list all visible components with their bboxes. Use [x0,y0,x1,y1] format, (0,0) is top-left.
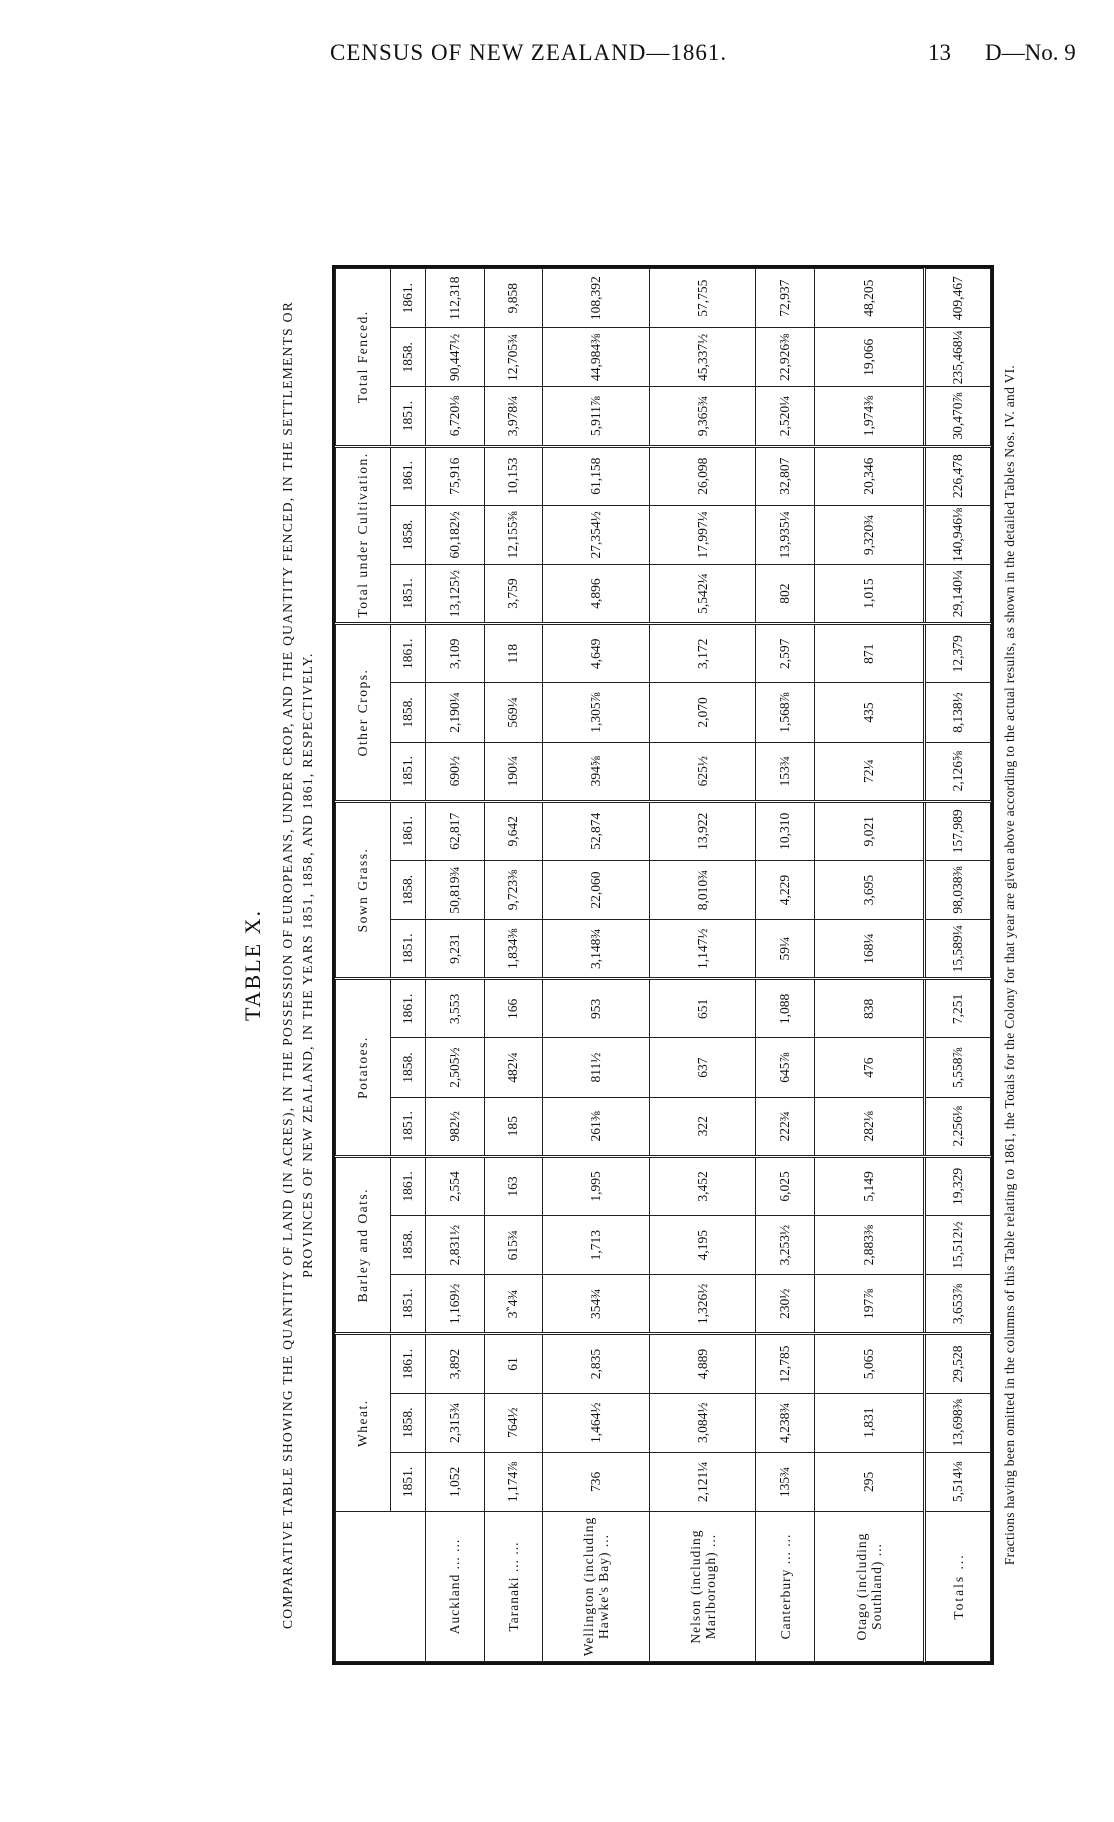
data-cell: 59¼ [756,920,815,979]
data-cell: 637 [649,1038,756,1097]
year-header: 1858. [391,328,426,387]
data-cell: 17,997¼ [649,505,756,564]
group-header-sown-grass: Sown Grass. [336,801,391,979]
data-cell: 9,723⅜ [484,860,543,919]
data-cell: 153¾ [756,742,815,801]
data-cell: 72¼ [814,742,924,801]
data-cell: 112,318 [426,269,485,328]
data-cell: 764½ [484,1393,543,1452]
totals-cell: 29,528 [925,1334,991,1393]
province-name: Otago (including Southland) ... [814,1512,924,1662]
data-cell: 62,817 [426,801,485,860]
data-cell: 3,695 [814,860,924,919]
data-cell: 651 [649,979,756,1038]
totals-cell: 29,140¼ [925,565,991,624]
data-cell: 13,935¼ [756,505,815,564]
province-name: Auckland ... ... [426,1512,485,1662]
totals-cell: 15,512½ [925,1216,991,1275]
data-cell: 282⅛ [814,1097,924,1156]
totals-cell: 5,514⅛ [925,1452,991,1511]
data-cell: 8,010¾ [649,860,756,919]
document-reference: D—No. 9 [985,40,1076,65]
group-header-total-fenced: Total Fenced. [336,269,391,447]
totals-cell: 15,589¼ [925,920,991,979]
province-name: Taranaki ... ... [484,1512,543,1662]
year-header: 1858. [391,1038,426,1097]
data-cell: 6,720⅛ [426,387,485,446]
totals-cell: 3,653⅞ [925,1275,991,1334]
totals-cell: 5,558⅞ [925,1038,991,1097]
data-cell: 2,831½ [426,1216,485,1275]
year-header: 1858. [391,860,426,919]
data-cell: 19,066 [814,328,924,387]
data-cell: 295 [814,1452,924,1511]
data-cell: 9,858 [484,269,543,328]
data-cell: 3,084½ [649,1393,756,1452]
totals-cell: 7,251 [925,979,991,1038]
data-cell: 1,147½ [649,920,756,979]
data-cell: 13,922 [649,801,756,860]
data-cell: 1,568⅞ [756,683,815,742]
year-header: 1851. [391,742,426,801]
data-cell: 108,392 [543,269,650,328]
rotated-table-block [240,265,1060,1665]
table-subtitle: COMPARATIVE TABLE SHOWING THE QUANTITY OF LAND (IN ACRES), IN THE POSSESSION OF EUROPEANS, UNDER CROP, AND THE QUANTITY FENCED, IN THE SETTLEMENTS OR PROVINCES OF NEW ZEALAND, IN THE YEARS 1851, 1858, AND 1861, RESPECTIVELY. [280,300,315,1630]
data-cell: 982½ [426,1097,485,1156]
data-cell: 569¼ [484,683,543,742]
totals-cell: 12,379 [925,624,991,683]
totals-cell: 140,946⅛ [925,505,991,564]
data-cell: 26,098 [649,446,756,505]
data-cell: 476 [814,1038,924,1097]
data-cell: 4,229 [756,860,815,919]
data-cell: 811½ [543,1038,650,1097]
data-cell: 1,834⅜ [484,920,543,979]
data-cell: 27,354½ [543,505,650,564]
data-cell: 2,190¼ [426,683,485,742]
data-cell: 2,505½ [426,1038,485,1097]
table-row [426,269,485,1662]
data-cell: 3,253½ [756,1216,815,1275]
year-header: 1861. [391,446,426,505]
totals-row [925,269,991,1662]
data-cell: 482¼ [484,1038,543,1097]
data-cell: 261⅜ [543,1097,650,1156]
data-cell: 3,759 [484,565,543,624]
year-header: 1851. [391,1097,426,1156]
data-cell: 3,978¼ [484,387,543,446]
year-header-row [391,269,426,1662]
table-frame [332,265,994,1665]
group-header-potatoes: Potatoes. [336,979,391,1157]
data-cell: 3,452 [649,1156,756,1215]
province-name: Nelson (including Marlborough) ... [649,1512,756,1662]
totals-label: Totals ... [925,1512,991,1662]
group-header-row [336,269,391,1662]
group-header-other-crops: Other Crops. [336,624,391,802]
table-title: TABLE X. [240,909,265,1022]
data-cell: 60,182½ [426,505,485,564]
year-header: 1861. [391,624,426,683]
totals-cell: 19,329 [925,1156,991,1215]
year-header: 1861. [391,1156,426,1215]
data-cell: 625½ [649,742,756,801]
data-cell: 3,892 [426,1334,485,1393]
year-header: 1861. [391,269,426,328]
data-cell: 6,025 [756,1156,815,1215]
data-cell: 163 [484,1156,543,1215]
data-cell: 2,597 [756,624,815,683]
province-header-cell [336,1512,426,1662]
data-cell: 10,310 [756,801,815,860]
data-cell: 12,705¾ [484,328,543,387]
data-cell: 2,315¾ [426,1393,485,1452]
year-header: 1851. [391,1452,426,1511]
group-header-barley-oats: Barley and Oats. [336,1156,391,1334]
totals-cell: 235,468¼ [925,328,991,387]
data-cell: 1,174⅞ [484,1452,543,1511]
data-cell: 4,896 [543,565,650,624]
data-cell: 4,195 [649,1216,756,1275]
data-cell: 61 [484,1334,543,1393]
year-header: 1851. [391,1275,426,1334]
data-cell: 190¼ [484,742,543,801]
data-cell: 2,554 [426,1156,485,1215]
year-header: 1858. [391,1393,426,1452]
province-name: Canterbury ... ... [756,1512,815,1662]
totals-cell: 30,470⅞ [925,387,991,446]
year-header: 1861. [391,801,426,860]
data-cell: 185 [484,1097,543,1156]
running-header-title: CENSUS OF NEW ZEALAND—1861. [330,40,728,65]
data-cell: 22,060 [543,860,650,919]
table-row [814,269,924,1662]
data-cell: 802 [756,565,815,624]
census-table [335,268,991,1662]
data-cell: 435 [814,683,924,742]
data-cell: 2,121¼ [649,1452,756,1511]
data-cell: 9,320¾ [814,505,924,564]
data-cell: 3,109 [426,624,485,683]
data-cell: 45,337½ [649,328,756,387]
data-cell: 354¾ [543,1275,650,1334]
data-cell: 394⅝ [543,742,650,801]
year-header: 1861. [391,979,426,1038]
year-header: 1858. [391,683,426,742]
year-header: 1861. [391,1334,426,1393]
data-cell: 5,149 [814,1156,924,1215]
data-cell: 5,542¼ [649,565,756,624]
table-body [426,269,991,1662]
data-cell: 4,649 [543,624,650,683]
data-cell: 22,926⅜ [756,328,815,387]
data-cell: 10,153 [484,446,543,505]
data-cell: 645⅞ [756,1038,815,1097]
table-row [649,269,756,1662]
year-header: 1851. [391,387,426,446]
page-number: 13 [928,40,951,65]
data-cell: 4,889 [649,1334,756,1393]
data-cell: 2,070 [649,683,756,742]
data-cell: 1,015 [814,565,924,624]
data-cell: 736 [543,1452,650,1511]
data-cell: 32,807 [756,446,815,505]
data-cell: 1,326½ [649,1275,756,1334]
data-cell: 9,231 [426,920,485,979]
data-cell: 57,755 [649,269,756,328]
data-cell: 322 [649,1097,756,1156]
data-cell: 5,911⅞ [543,387,650,446]
data-cell: 3,172 [649,624,756,683]
totals-cell: 13,698⅜ [925,1393,991,1452]
data-cell: 61,158 [543,446,650,505]
table-row [756,269,815,1662]
data-cell: 1,713 [543,1216,650,1275]
data-cell: 12,785 [756,1334,815,1393]
data-cell: 953 [543,979,650,1038]
totals-cell: 157,989 [925,801,991,860]
data-cell: 3‶4¾ [484,1275,543,1334]
data-cell: 118 [484,624,543,683]
data-cell: 168¼ [814,920,924,979]
data-cell: 75,916 [426,446,485,505]
year-header: 1858. [391,1216,426,1275]
data-cell: 2,835 [543,1334,650,1393]
data-cell: 1,831 [814,1393,924,1452]
data-cell: 1,052 [426,1452,485,1511]
year-header: 1851. [391,920,426,979]
data-cell: 1,995 [543,1156,650,1215]
footnote: Fractions having been omitted in the columns of this Table relating to 1861, the Totals for the Colony for that year are given above according to the actual results, as shown in the detailed Tables Nos. IV. and VI. [1002,364,1017,1566]
data-cell: 72,937 [756,269,815,328]
data-cell: 222¾ [756,1097,815,1156]
data-cell: 48,205 [814,269,924,328]
data-cell: 5,065 [814,1334,924,1393]
table-row [484,269,543,1662]
data-cell: 197⅞ [814,1275,924,1334]
data-cell: 838 [814,979,924,1038]
data-cell: 1,305⅞ [543,683,650,742]
data-cell: 12,155⅜ [484,505,543,564]
province-name: Wellington (including Hawke's Bay) ... [543,1512,650,1662]
data-cell: 52,874 [543,801,650,860]
data-cell: 90,447½ [426,328,485,387]
totals-cell: 2,126⅝ [925,742,991,801]
data-cell: 2,520¼ [756,387,815,446]
data-cell: 2,883⅜ [814,1216,924,1275]
data-cell: 1,464½ [543,1393,650,1452]
data-cell: 3,148¾ [543,920,650,979]
data-cell: 3,553 [426,979,485,1038]
totals-cell: 8,138½ [925,683,991,742]
year-header: 1858. [391,505,426,564]
data-cell: 615¾ [484,1216,543,1275]
data-cell: 44,984⅜ [543,328,650,387]
data-cell: 13,125½ [426,565,485,624]
totals-cell: 226,478 [925,446,991,505]
data-cell: 4,238¾ [756,1393,815,1452]
data-cell: 20,346 [814,446,924,505]
data-cell: 1,169½ [426,1275,485,1334]
data-cell: 871 [814,624,924,683]
totals-cell: 2,256⅛ [925,1097,991,1156]
data-cell: 1,974⅜ [814,387,924,446]
totals-cell: 409,467 [925,269,991,328]
year-header: 1851. [391,565,426,624]
data-cell: 50,819¾ [426,860,485,919]
table-row [543,269,650,1662]
data-cell: 9,642 [484,801,543,860]
data-cell: 9,365¾ [649,387,756,446]
data-cell: 230½ [756,1275,815,1334]
group-header-wheat: Wheat. [336,1334,391,1512]
data-cell: 1,088 [756,979,815,1038]
group-header-total-cultivation: Total under Cultivation. [336,446,391,624]
data-cell: 166 [484,979,543,1038]
data-cell: 9,021 [814,801,924,860]
data-cell: 690½ [426,742,485,801]
totals-cell: 98,038⅜ [925,860,991,919]
data-cell: 135¾ [756,1452,815,1511]
